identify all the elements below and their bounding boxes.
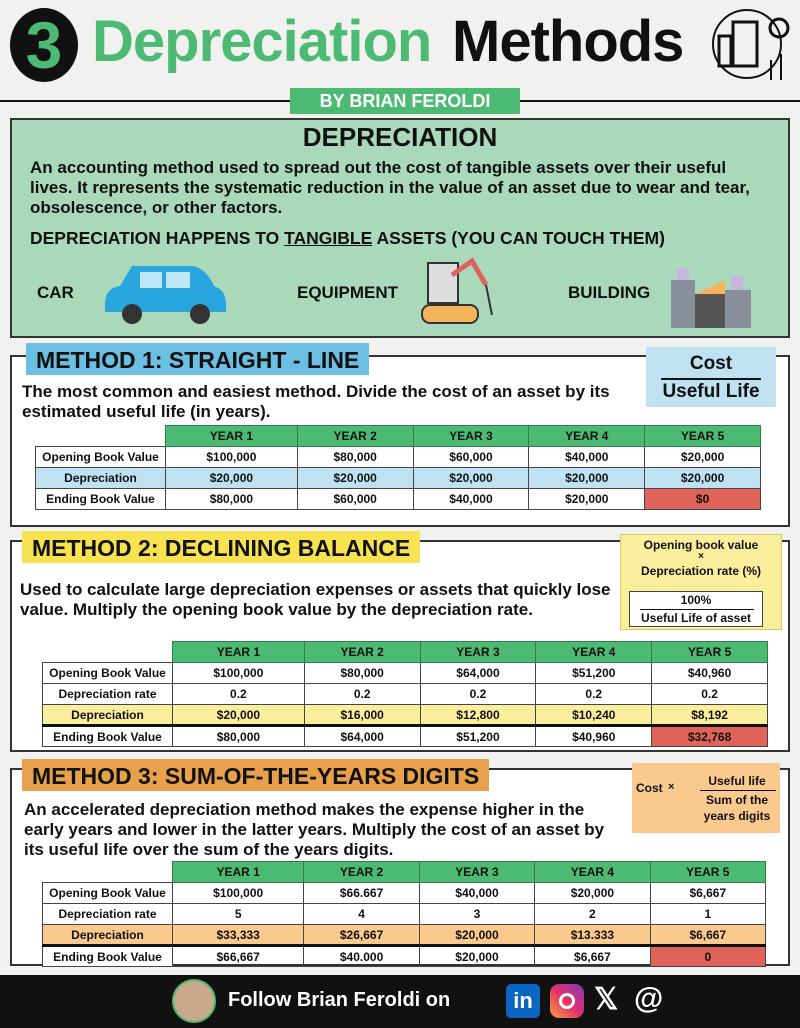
table-cell: $40,960	[652, 663, 768, 684]
formula-denominator: Sum of the years digits	[703, 793, 771, 823]
table-cell: $40.000	[304, 946, 419, 967]
table-cell: 0.2	[420, 684, 536, 705]
linkedin-icon[interactable]: in	[506, 984, 540, 1018]
table-row	[43, 946, 766, 967]
example-equipment: EQUIPMENT	[297, 283, 399, 302]
table-cell: $64,000	[304, 726, 420, 747]
method-3-tag: METHOD 3: SUM-OF-THE-YEARS DIGITS	[22, 759, 489, 791]
instagram-icon[interactable]	[550, 984, 584, 1018]
row-label: Opening Book Value	[36, 447, 166, 468]
method-2-tag: METHOD 2: DECLINING BALANCE	[22, 531, 420, 563]
intro-section	[10, 118, 790, 338]
table-cell: $32,768	[652, 726, 768, 747]
table-cell: $6,667	[650, 925, 765, 946]
table-cell: $16,000	[304, 705, 420, 726]
formula-denominator: Useful Life	[662, 381, 760, 402]
column-header: YEAR 1	[173, 862, 304, 883]
example-building: BUILDING	[568, 283, 651, 302]
formula-cost: Cost	[636, 781, 663, 795]
table-cell: $40,960	[536, 726, 652, 747]
table-cell: $100,000	[173, 663, 305, 684]
table-cell: $26,667	[304, 925, 419, 946]
table-cell: $80,000	[166, 489, 298, 510]
table-cell: $100,000	[166, 447, 298, 468]
table-cell: $66.667	[304, 883, 419, 904]
column-header: YEAR 3	[413, 426, 529, 447]
table-cell: $80,000	[297, 447, 413, 468]
table-cell: $12,800	[420, 705, 536, 726]
column-header: YEAR 2	[304, 862, 419, 883]
table-cell: 1	[650, 904, 765, 925]
times-icon: ×	[668, 781, 675, 793]
table-row	[43, 883, 766, 904]
table-row	[43, 684, 768, 705]
formula-line2: Depreciation rate (%)	[640, 564, 762, 578]
table-cell: $40,000	[413, 489, 529, 510]
table-row	[43, 925, 766, 946]
table-row	[43, 663, 768, 684]
tangible-statement: DEPRECIATION HAPPENS TO TANGIBLE ASSETS (YOU CAN TOUCH THEM)	[30, 228, 665, 248]
title-word-depreciation: Depreciation	[92, 9, 432, 74]
robot-arm-icon	[412, 255, 502, 332]
table-row	[43, 726, 768, 747]
table-cell: $6,667	[650, 883, 765, 904]
fraction-line	[661, 378, 761, 380]
method-1-table	[35, 425, 761, 510]
formula-numerator: Cost	[689, 353, 733, 374]
table-header-row	[43, 642, 768, 663]
column-header: YEAR 4	[535, 862, 650, 883]
formula-numerator: 100%	[680, 593, 712, 607]
row-label: Opening Book Value	[43, 883, 173, 904]
row-label: Depreciation rate	[43, 684, 173, 705]
table-cell: $20,000	[419, 925, 534, 946]
row-label: Ending Book Value	[43, 946, 173, 967]
formula-line1: Opening book value	[643, 538, 759, 552]
table-cell: $20,000	[166, 468, 298, 489]
column-header: YEAR 2	[297, 426, 413, 447]
table-cell: $66,667	[173, 946, 304, 967]
table-cell: $20,000	[529, 489, 645, 510]
table-cell: 5	[173, 904, 304, 925]
table-header-row	[43, 862, 766, 883]
formula-fraction	[629, 591, 763, 627]
table-cell: $20,000	[529, 468, 645, 489]
table-cell: $20,000	[535, 883, 650, 904]
method-2-description: Used to calculate large depreciation expenses or assets that quickly lose value. Multiply the opening book value by the depreciation rate.	[20, 580, 611, 619]
factory-icon	[667, 260, 757, 335]
table-cell: $20,000	[645, 468, 761, 489]
title-number: 3	[10, 8, 78, 82]
table-cell: $6,667	[535, 946, 650, 967]
column-header: YEAR 5	[650, 862, 765, 883]
table-cell: $10,240	[536, 705, 652, 726]
table-cell: $80,000	[173, 726, 305, 747]
method-3-formula	[632, 763, 780, 833]
method-3-description: An accelerated depreciation method makes the expense higher in the early years and lower in the latter years. Multiply the cost of an asset by its useful life over the sum of the years digits.	[24, 800, 605, 859]
table-cell: $80,000	[304, 663, 420, 684]
table-cell: $60,000	[413, 447, 529, 468]
title-word-methods: Methods	[452, 9, 684, 74]
table-cell: $40,000	[419, 883, 534, 904]
column-header: YEAR 4	[536, 642, 652, 663]
byline-line-left	[0, 100, 290, 102]
empty-header-cell	[43, 862, 173, 883]
byline-line-right	[520, 100, 800, 102]
table-cell: $20,000	[419, 946, 534, 967]
method-2-table	[42, 641, 768, 747]
empty-header-cell	[36, 426, 166, 447]
car-icon	[100, 260, 230, 331]
table-cell: $100,000	[173, 883, 304, 904]
table-cell: 0.2	[652, 684, 768, 705]
table-cell: 3	[419, 904, 534, 925]
table-cell: 0.2	[536, 684, 652, 705]
footer-text: Follow Brian Feroldi on	[228, 989, 451, 1011]
row-label: Ending Book Value	[36, 489, 166, 510]
column-header: YEAR 3	[420, 642, 536, 663]
table-cell: $51,200	[536, 663, 652, 684]
fraction-line	[640, 609, 754, 610]
table-cell: $40,000	[529, 447, 645, 468]
times-icon: ×	[698, 551, 704, 562]
method-1-tag: METHOD 1: STRAIGHT - LINE	[26, 343, 369, 375]
table-cell: $20,000	[645, 447, 761, 468]
table-cell: 4	[304, 904, 419, 925]
table-row	[43, 705, 768, 726]
column-header: YEAR 3	[419, 862, 534, 883]
row-label: Depreciation	[43, 705, 173, 726]
table-header-row	[36, 426, 761, 447]
table-cell: 2	[535, 904, 650, 925]
column-header: YEAR 4	[529, 426, 645, 447]
empty-header-cell	[43, 642, 173, 663]
table-cell: $51,200	[420, 726, 536, 747]
avatar	[172, 979, 216, 1023]
column-header: YEAR 1	[166, 426, 298, 447]
method-1-formula	[646, 347, 776, 407]
table-cell: $33,333	[173, 925, 304, 946]
method-2-formula	[620, 534, 782, 630]
table-cell: $0	[645, 489, 761, 510]
table-cell: 0.2	[304, 684, 420, 705]
row-label: Opening Book Value	[43, 663, 173, 684]
column-header: YEAR 5	[652, 642, 768, 663]
table-cell: 0	[650, 946, 765, 967]
method-1-description: The most common and easiest method. Divide the cost of an asset by its estimated useful life (in years).	[22, 382, 610, 421]
fraction-line	[700, 790, 776, 791]
table-cell: $64,000	[420, 663, 536, 684]
row-label: Depreciation	[43, 925, 173, 946]
table-row	[43, 904, 766, 925]
formula-denominator: Useful Life of asset	[640, 611, 752, 625]
footer	[0, 975, 800, 1028]
formula-numerator: Useful life	[708, 774, 766, 788]
table-cell: $20,000	[173, 705, 305, 726]
byline: BY BRIAN FEROLDI	[290, 88, 520, 114]
threads-icon[interactable]: @	[634, 982, 664, 1015]
table-row	[36, 447, 761, 468]
table-cell: $8,192	[652, 705, 768, 726]
column-header: YEAR 5	[645, 426, 761, 447]
table-cell: $13.333	[535, 925, 650, 946]
table-row	[36, 468, 761, 489]
example-car: CAR	[37, 283, 74, 302]
building-chart-icon	[705, 4, 795, 84]
row-label: Ending Book Value	[43, 726, 173, 747]
method-3-table	[42, 861, 766, 967]
x-icon[interactable]: 𝕏	[594, 983, 619, 1016]
table-row	[36, 489, 761, 510]
table-cell: $20,000	[297, 468, 413, 489]
column-header: YEAR 1	[173, 642, 305, 663]
row-label: Depreciation	[36, 468, 166, 489]
intro-description: An accounting method used to spread out the cost of tangible assets over their useful lives. It represents the systematic reduction in the value of an asset due to wear and tear, obsolescence, or other factors.	[30, 158, 750, 217]
table-cell: 0.2	[173, 684, 305, 705]
column-header: YEAR 2	[304, 642, 420, 663]
intro-heading: DEPRECIATION	[302, 122, 498, 152]
table-cell: $20,000	[413, 468, 529, 489]
table-cell: $60,000	[297, 489, 413, 510]
row-label: Depreciation rate	[43, 904, 173, 925]
